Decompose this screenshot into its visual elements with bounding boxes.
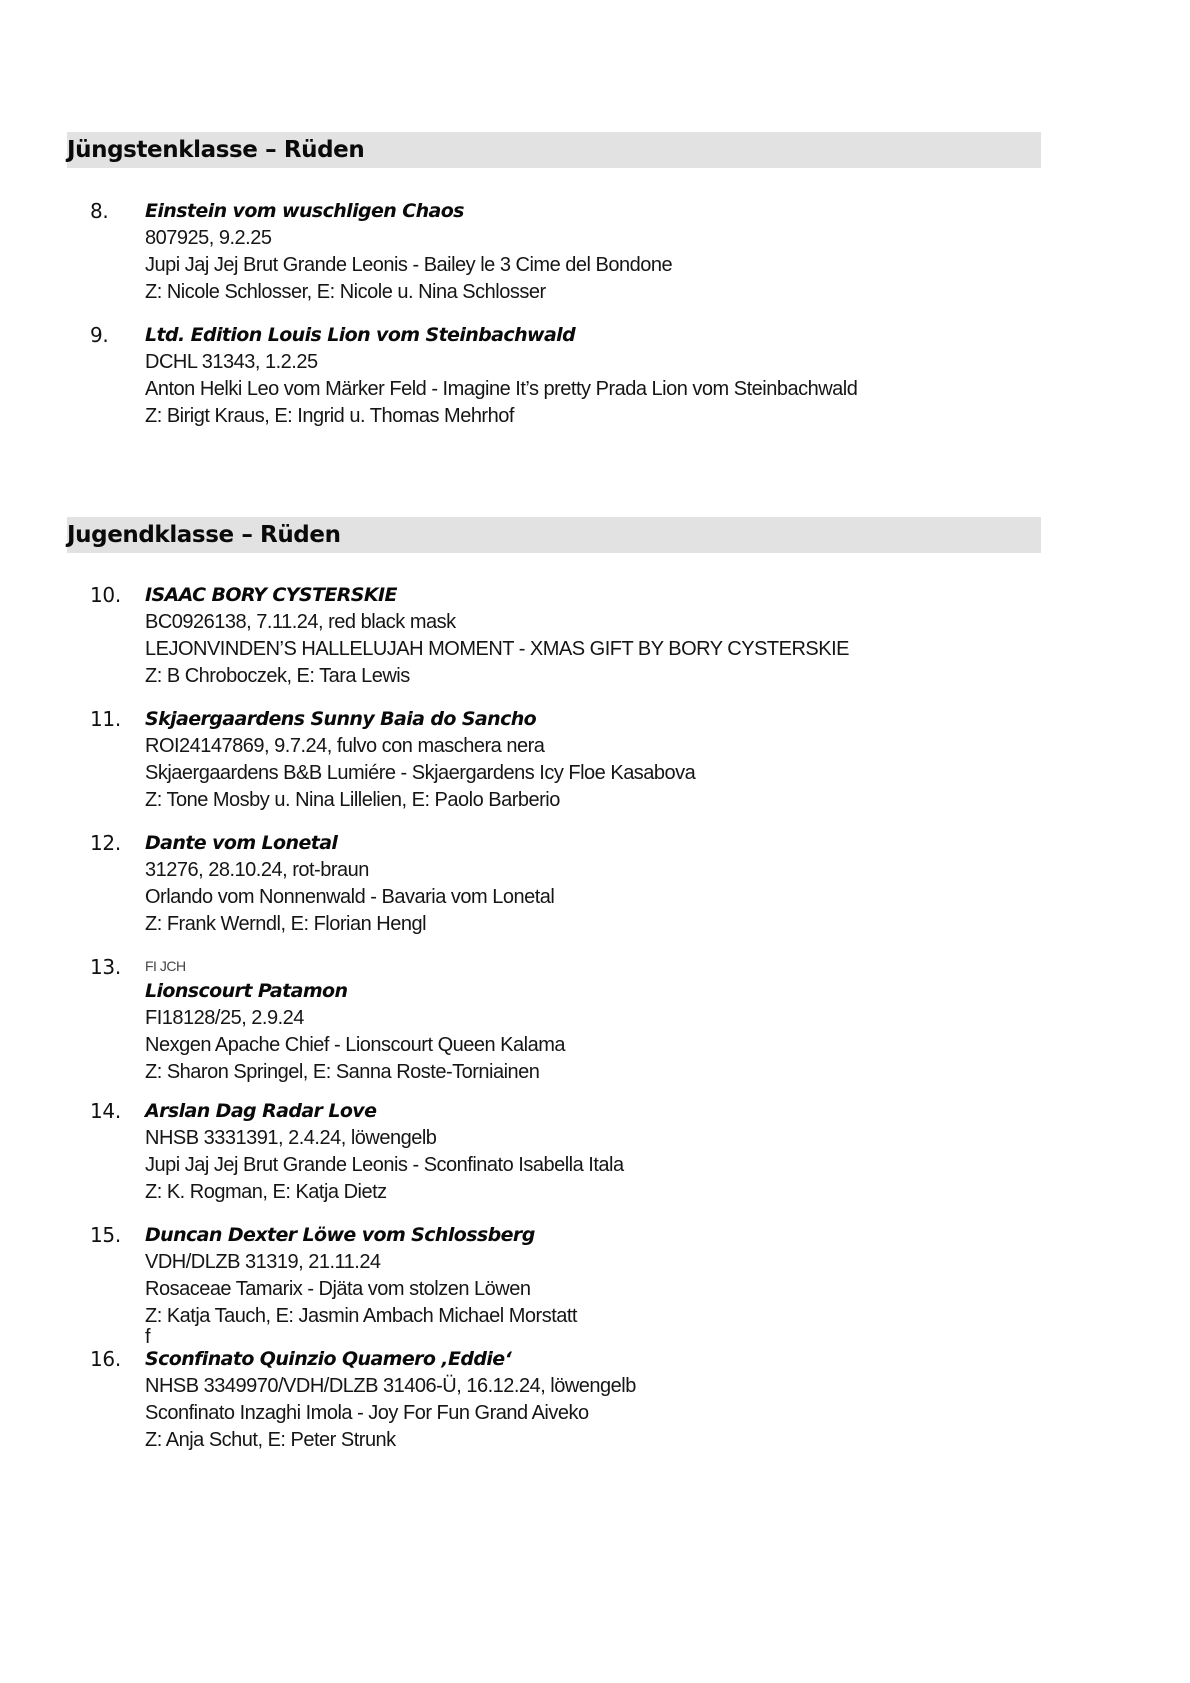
dog-name: Arslan Dag Radar Love [145,1100,377,1122]
dog-name: Lionscourt Patamon [145,980,348,1002]
section-header-jugendklasse [67,517,1041,553]
owners: Z: Tone Mosby u. Nina Lillelien, E: Paolo Barberio [145,789,560,811]
registration: BC0926138, 7.11.24, red black mask [145,611,456,633]
entry-number: 11. [90,707,121,731]
registration: 31276, 28.10.24, rot-braun [145,859,369,881]
registration: ROI24147869, 9.7.24, fulvo con maschera nera [145,735,545,757]
entry-number: 10. [90,583,121,607]
dog-name: Einstein vom wuschligen Chaos [145,200,464,222]
section-title: Jüngstenklasse – Rüden [67,137,365,163]
owners: Z: Birigt Kraus, E: Ingrid u. Thomas Mehrhof [145,405,514,427]
owners: Z: Sharon Springel, E: Sanna Roste-Torniainen [145,1061,540,1083]
dog-name: Sconfinato Quinzio Quamero ‚Eddie‘ [145,1348,512,1370]
entry-number: 8. [90,199,109,223]
registration: FI18128/25, 2.9.24 [145,1007,304,1029]
dog-name: ISAAC BORY CYSTERSKIE [145,584,397,606]
entry-number: 9. [90,323,109,347]
parents: Sconfinato Inzaghi Imola - Joy For Fun Grand Aiveko [145,1402,589,1424]
entry-number: 12. [90,831,121,855]
entry-number: 16. [90,1347,121,1371]
entry-number: 14. [90,1099,121,1123]
parents: Anton Helki Leo vom Märker Feld - Imagine It’s pretty Prada Lion vom Steinbachwald [145,378,858,400]
trailing-text: f [145,1326,151,1348]
dog-name: Skjaergaardens Sunny Baia do Sancho [145,708,537,730]
registration: 807925, 9.2.25 [145,227,272,249]
owners: Z: B Chroboczek, E: Tara Lewis [145,665,410,687]
owners: Z: Katja Tauch, E: Jasmin Ambach Michael Morstatt [145,1305,577,1327]
section-title: Jugendklasse – Rüden [67,522,341,548]
dog-name: Ltd. Edition Louis Lion vom Steinbachwald [145,324,576,346]
registration: NHSB 3331391, 2.4.24, löwengelb [145,1127,437,1149]
section-header-juengstenklasse [67,132,1041,168]
parents: Orlando vom Nonnenwald - Bavaria vom Lonetal [145,886,555,908]
owners: Z: Frank Werndl, E: Florian Hengl [145,913,427,935]
registration: NHSB 3349970/VDH/DLZB 31406-Ü, 16.12.24, löwengelb [145,1375,636,1397]
dog-name: Duncan Dexter Löwe vom Schlossberg [145,1224,535,1246]
owners: Z: K. Rogman, E: Katja Dietz [145,1181,387,1203]
parents: Skjaergaardens B&B Lumiére - Skjaergardens Icy Floe Kasabova [145,762,696,784]
parents: Jupi Jaj Jej Brut Grande Leonis - Sconfinato Isabella Itala [145,1154,624,1176]
registration: DCHL 31343, 1.2.25 [145,351,318,373]
parents: LEJONVINDEN’S HALLELUJAH MOMENT - XMAS GIFT BY BORY CYSTERSKIE [145,638,849,660]
parents: Rosaceae Tamarix - Djäta vom stolzen Löwen [145,1278,531,1300]
dog-name: Dante vom Lonetal [145,832,338,854]
entry-number: 15. [90,1223,121,1247]
owners: Z: Nicole Schlosser, E: Nicole u. Nina Schlosser [145,281,546,303]
parents: Jupi Jaj Jej Brut Grande Leonis - Bailey le 3 Cime del Bondone [145,254,673,276]
registration: VDH/DLZB 31319, 21.11.24 [145,1251,381,1273]
title-prefix: FI JCH [145,958,186,974]
entry-number: 13. [90,955,121,979]
owners: Z: Anja Schut, E: Peter Strunk [145,1429,396,1451]
parents: Nexgen Apache Chief - Lionscourt Queen Kalama [145,1034,565,1056]
